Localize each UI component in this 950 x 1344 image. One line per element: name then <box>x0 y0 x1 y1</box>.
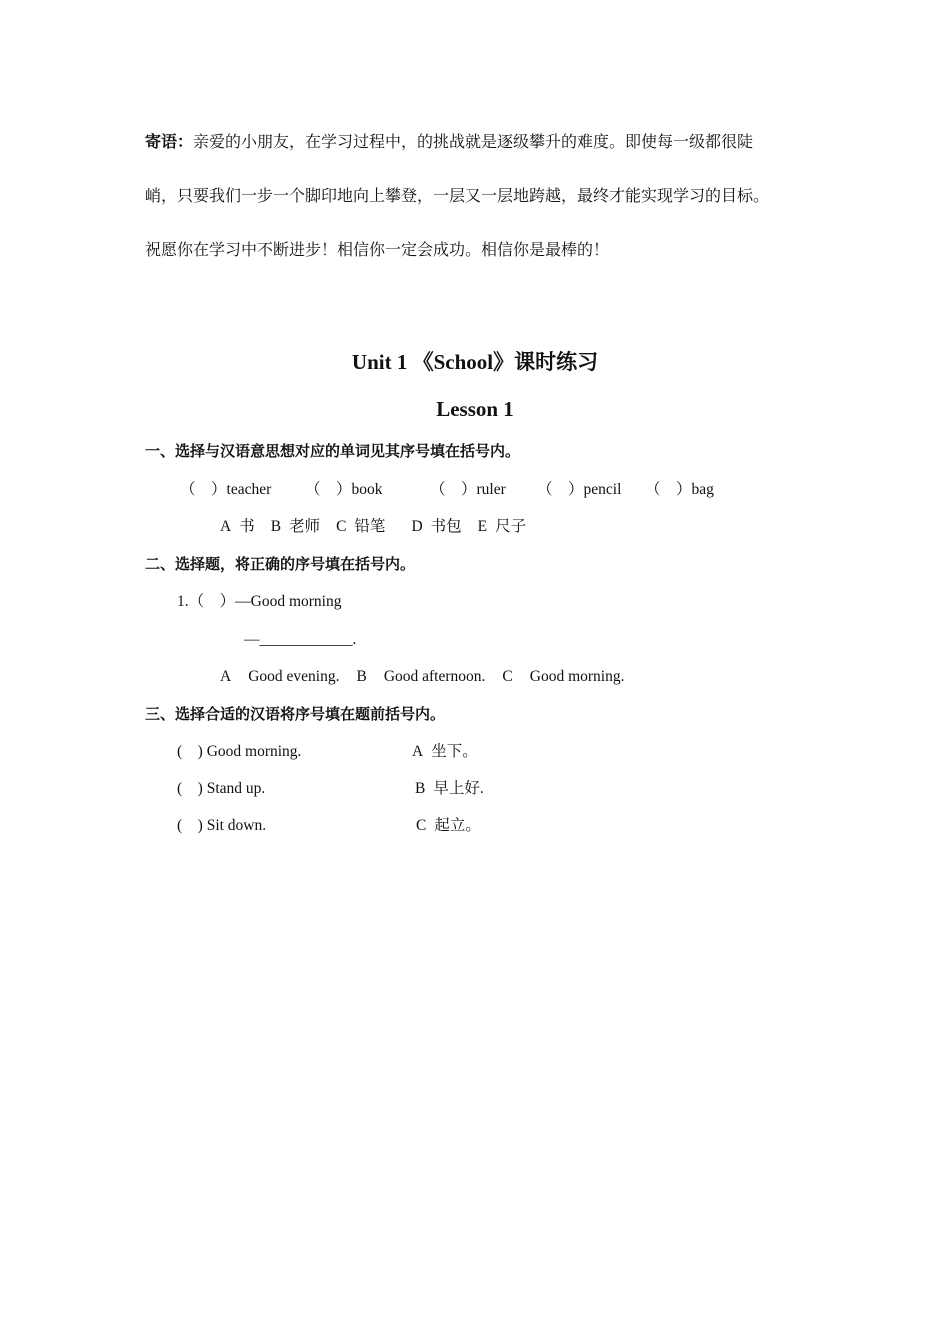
option-letter: B <box>415 780 426 797</box>
option-letter: B <box>356 668 367 685</box>
option-text: 坐下。 <box>431 743 478 760</box>
answer-bracket[interactable]: （ ） <box>430 481 477 498</box>
intro-line-3: 祝愿你在学习中不断进步！相信你一定会成功。相信你是最棒的！ <box>145 242 610 259</box>
section1-heading: 一、选择与汉语意思想对应的单词见其序号填在括号内。 <box>145 444 521 460</box>
answer-bracket[interactable]: （ ） <box>305 481 352 498</box>
section3-row-3-right <box>416 815 481 837</box>
section1-item-2 <box>305 479 383 501</box>
section2-answer-line[interactable]: —____________. <box>244 631 357 648</box>
option-text: Good morning. <box>529 668 625 685</box>
option-letter: C <box>416 817 427 834</box>
unit-title: Unit 1 《School》课时练习 <box>351 350 599 374</box>
section2-heading: 二、选择题，将正确的序号填在括号内。 <box>145 557 416 573</box>
item-word: ruler <box>476 481 506 498</box>
option-text: Good afternoon. <box>383 668 486 685</box>
section2-question: 1.（ ）—Good morning <box>177 593 342 610</box>
option-letter: B <box>270 518 282 535</box>
item-word: pencil <box>583 481 622 498</box>
option-text: 书包 <box>430 518 462 535</box>
option-letter: E <box>477 518 488 535</box>
section2-options <box>220 666 624 688</box>
section1-item-3 <box>430 479 506 501</box>
lesson-title: Lesson 1 <box>436 397 514 421</box>
section3-heading: 三、选择合适的汉语将序号填在题前括号内。 <box>145 707 446 723</box>
option-letter: A <box>220 668 232 685</box>
section3-row-1-right <box>412 741 478 763</box>
option-letter: C <box>502 668 513 685</box>
intro-label: 寄语： <box>145 134 194 151</box>
option-text: 老师 <box>289 518 321 535</box>
option-letter: D <box>411 518 423 535</box>
option-text: 铅笔 <box>354 518 386 535</box>
answer-bracket[interactable]: （ ） <box>645 481 692 498</box>
item-word: bag <box>691 481 714 498</box>
section1-item-1 <box>180 479 271 501</box>
answer-bracket[interactable]: （ ） <box>537 481 584 498</box>
option-text: 起立。 <box>434 817 481 834</box>
section1-options <box>220 516 526 538</box>
option-text: 尺子 <box>495 518 527 535</box>
option-text: Good evening. <box>248 668 340 685</box>
intro-text-1: 亲爱的小朋友，在学习过程中，的挑战就是逐级攀升的难度。即使每一级都很陡 <box>193 134 754 151</box>
option-text: 书 <box>239 518 255 535</box>
option-letter: A <box>412 743 424 760</box>
answer-bracket[interactable]: （ ） <box>180 481 227 498</box>
section3-row-1-left: ( ) Good morning. <box>177 743 302 760</box>
item-word: teacher <box>226 481 272 498</box>
option-text: 早上好. <box>433 780 484 797</box>
item-word: book <box>351 481 383 498</box>
section3-row-3-left: ( ) Sit down. <box>177 817 267 834</box>
intro-line-2: 峭，只要我们一步一个脚印地向上攀登，一层又一层地跨越，最终才能实现学习的目标。 <box>145 188 770 205</box>
option-letter: C <box>336 518 347 535</box>
section3-row-2-left: ( ) Stand up. <box>177 780 266 797</box>
section1-item-4 <box>537 479 621 501</box>
option-letter: A <box>220 518 232 535</box>
intro-line-1 <box>145 132 753 154</box>
section1-item-5 <box>645 479 714 501</box>
section3-row-2-right <box>415 778 484 800</box>
